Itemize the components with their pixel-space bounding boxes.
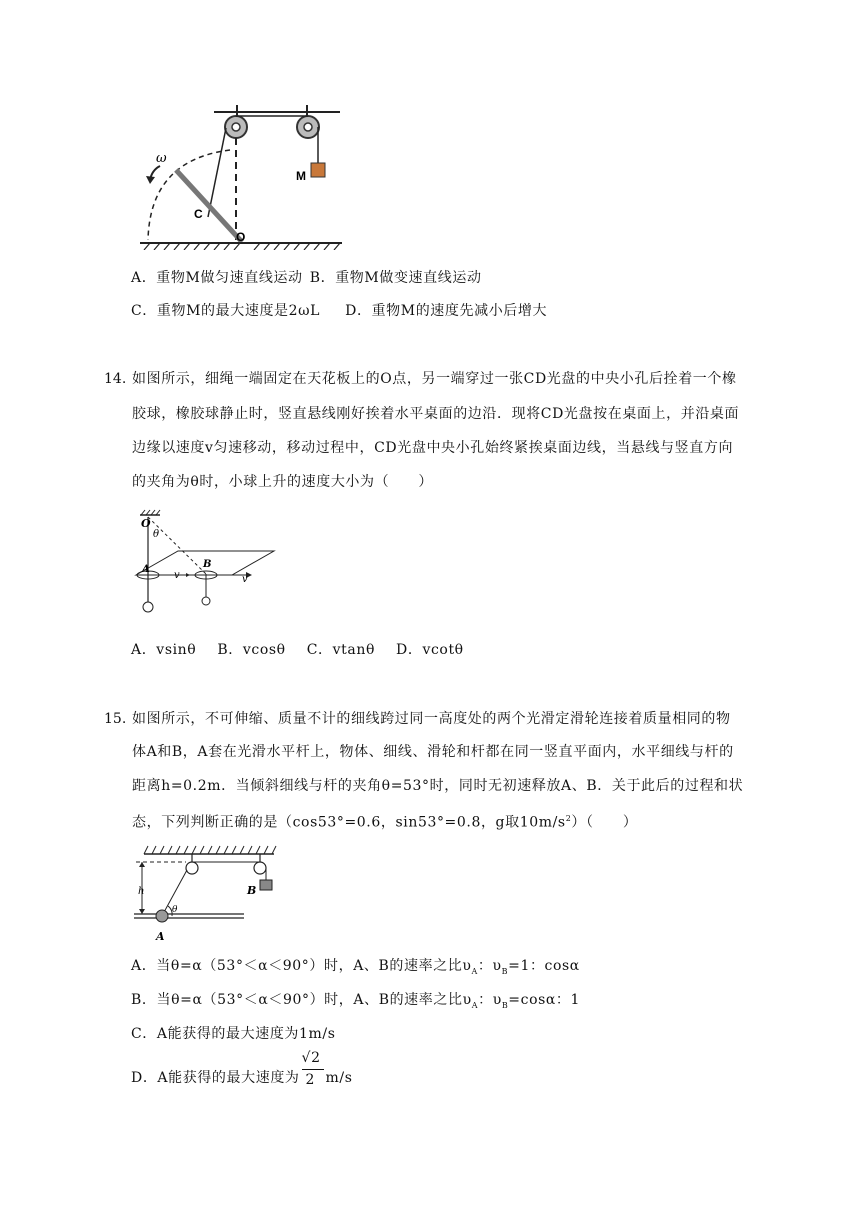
q15-number: 15.: [104, 711, 127, 727]
mass-m-block: [311, 163, 325, 177]
label-omega: ω: [156, 151, 167, 166]
q15-stem-line-4: [132, 809, 637, 833]
label-theta: θ: [153, 529, 160, 540]
pulley-left: [186, 862, 198, 874]
q14-options: [131, 640, 464, 660]
q13-figure: [130, 100, 370, 250]
label-b: B: [203, 559, 212, 570]
q13-option-a: [131, 268, 482, 288]
q15-option-d-post: m/s: [325, 1070, 353, 1086]
q14-option-c: C．vtanθ: [306, 642, 375, 658]
q15-option-d: [131, 1050, 353, 1088]
q15-option-a: [131, 956, 580, 982]
label-o: O: [236, 230, 246, 244]
q15-option-c: C．A能获得的最大速度为1m/s: [131, 1026, 336, 1042]
q15-option-a-post: =1：cosα: [508, 958, 580, 974]
label-a: A: [142, 564, 150, 575]
q15-stem-line-1: 如图所示，不可伸缩、质量不计的细线跨过同一高度处的两个光滑定滑轮连接着质量相同的物: [132, 711, 731, 727]
q14-option-a: A．vsinθ: [131, 642, 197, 658]
label-m: M: [296, 169, 306, 183]
q15-option-b-mid: ：υ: [478, 992, 502, 1008]
q13-option-b-text: B．重物M做变速直线运动: [309, 270, 482, 286]
q15-figure: [128, 840, 288, 948]
q15-option-d-pre: D．A能获得的最大速度为: [131, 1070, 300, 1086]
q15-option-b-sub-a: A: [471, 1000, 479, 1010]
q14-figure: [128, 505, 288, 625]
q15-option-a-sub-b: B: [501, 966, 509, 976]
q15-stem-line-2: 体A和B，A套在光滑水平杆上，物体、细线、滑轮和杆都在同一竖直平面内，水平细线与杆的: [132, 744, 734, 760]
q15-option-b-post: =cosα：1: [508, 992, 581, 1008]
q14-number: 14.: [104, 371, 127, 387]
q13-option-d-text: D．重物M的速度先减小后增大: [345, 303, 548, 319]
label-v2: v: [242, 574, 248, 585]
label-h: h: [138, 886, 145, 897]
q14-option-b: B．vcosθ: [217, 642, 286, 658]
ball-b: [202, 597, 210, 605]
q14-stem-line-3: 边缘以速度v匀速移动，移动过程中，CD光盘中央小孔始终紧挨桌面边线，当悬线与竖直方向: [132, 440, 734, 456]
rod: [176, 170, 242, 242]
q15-option-b-pre: B．当θ=α（53°＜α＜90°）时，A、B的速率之比υ: [131, 992, 472, 1008]
label-c: C: [194, 207, 203, 221]
q15-option-b: [131, 990, 580, 1016]
label-v1: v: [174, 570, 180, 581]
label-a: A: [156, 930, 165, 943]
q14-stem-line-1: 如图所示，细绳一端固定在天花板上的O点，另一端穿过一张CD光盘的中央小孔后拴着一个橡: [132, 371, 737, 387]
label-o: O: [141, 517, 151, 530]
q14-stem-line-4: 的夹角为θ时，小球上升的速度大小为（ ）: [132, 474, 434, 490]
q14-stem-line-2: 胶球，橡胶球静止时，竖直悬线刚好挨着水平桌面的边沿．现将CD光盘按在桌面上，并沿桌面: [132, 406, 740, 422]
block-b: [260, 880, 272, 890]
q15-stem-sup: 2: [565, 814, 572, 823]
q15-option-a-mid: ：υ: [477, 958, 502, 974]
ball-a: [156, 910, 168, 922]
q13-option-a-text: A．重物M做匀速直线运动: [131, 270, 303, 286]
label-theta: θ: [172, 905, 178, 915]
q15-option-a-sub-a: A: [471, 966, 478, 976]
q15-option-d-fraction: [300, 1050, 326, 1088]
q13-option-c-text: C．重物M的最大速度是2ωL: [131, 303, 321, 319]
q15-stem-line-4-pre: 态，下列判断正确的是（cos53°=0.6，sin53°=0.8，g取10m/s: [132, 814, 566, 831]
pulley-right: [254, 862, 266, 874]
q13-option-c: [131, 301, 547, 321]
ball-a: [143, 602, 153, 612]
q15-frac-denominator: 2: [305, 1072, 316, 1088]
label-b: B: [247, 884, 257, 897]
q15-option-a-pre: A．当θ=α（53°＜α＜90°）时，A、B的速率之比υ: [131, 958, 472, 974]
q15-stem-line-3: 距离h=0.2m．当倾斜细线与杆的夹角θ=53°时，同时无初速释放A、B．关于此后的过程和状: [132, 778, 744, 794]
q15-stem-line-4-post: ）（ ）: [571, 814, 638, 831]
q14-option-d: D．vcotθ: [396, 642, 464, 658]
q15-option-b-sub-b: B: [501, 1000, 509, 1010]
q15-frac-numerator: √2: [301, 1050, 321, 1066]
